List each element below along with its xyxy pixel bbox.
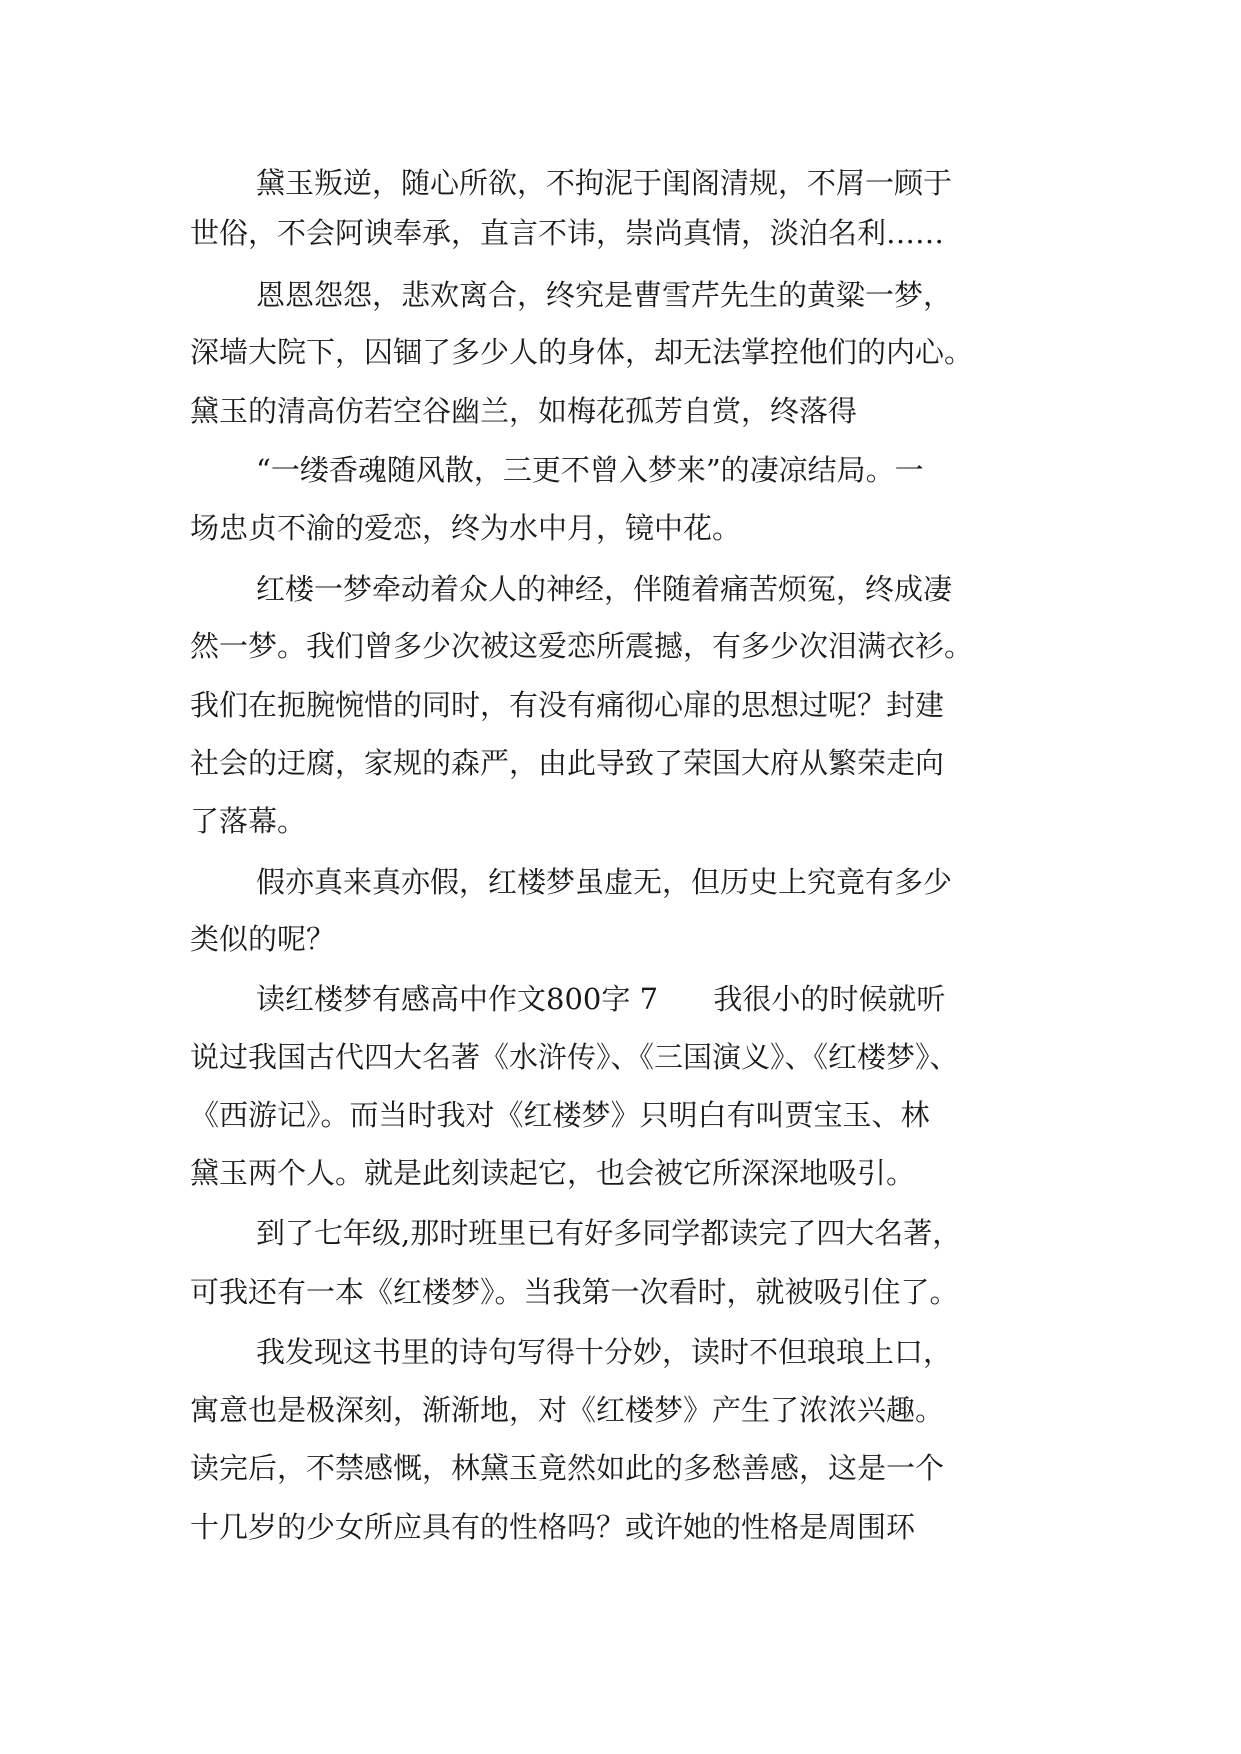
text-line: 深墙大院下，囚锢了多少人的身体，却无法掌控他们的内心。 — [190, 335, 974, 369]
text-line: 类似的呢？ — [190, 922, 336, 956]
text-line: 我们在扼腕惋惜的同时，有没有痛彻心扉的思想过呢？封建 — [190, 688, 945, 722]
text-line: 恩恩怨怨，悲欢离合，终究是曹雪芹先生的黄粱一梦， — [256, 278, 953, 312]
text-line: 读完后，不禁感慨，林黛玉竟然如此的多愁善感，这是一个 — [190, 1451, 945, 1485]
text-line: 可我还有一本《红楼梦》。当我第一次看时，就被吸引住了。 — [190, 1275, 959, 1309]
text-line: 寓意也是极深刻，渐渐地，对《红楼梦》产生了浓浓兴趣。 — [190, 1393, 945, 1427]
text-line: 《西游记》。而当时我对《红楼梦》只明白有叫贾宝玉、林 — [190, 1098, 930, 1132]
text-line: 说过我国古代四大名著《水浒传》、《三国演义》、《红楼梦》、 — [190, 1040, 959, 1074]
text-line: 场忠贞不渝的爱恋，终为水中月，镜中花。 — [190, 511, 742, 545]
text-line: “一缕香魂随风散，三更不曾入梦来”的凄凉结局。一 — [256, 453, 924, 487]
text-line: 黛玉两个人。就是此刻读起它，也会被它所深深地吸引。 — [190, 1156, 916, 1190]
text-line: 世俗，不会阿谀奉承，直言不讳，崇尚真情，淡泊名利…… — [190, 216, 945, 250]
text-line: 读红楼梦有感高中作文800字 7 我很小的时候就听 — [256, 982, 946, 1016]
text-line: 到了七年级,那时班里已有好多同学都读完了四大名著， — [256, 1216, 962, 1250]
text-line: 假亦真来真亦假，红楼梦虽虚无，但历史上究竟有多少 — [256, 865, 953, 899]
text-line: 红楼一梦牵动着众人的神经，伴随着痛苦烦冤，终成凄 — [256, 572, 953, 606]
text-line: 我发现这书里的诗句写得十分妙，读时不但琅琅上口， — [256, 1335, 953, 1369]
text-line: 黛玉叛逆，随心所欲，不拘泥于闺阁清规，不屑一顾于 — [256, 166, 953, 200]
text-line: 黛玉的清高仿若空谷幽兰，如梅花孤芳自赏，终落得 — [190, 394, 858, 428]
text-line: 社会的迂腐，家规的森严，由此导致了荣国大府从繁荣走向 — [190, 746, 945, 780]
text-line: 十几岁的少女所应具有的性格吗？或许她的性格是周围环 — [190, 1510, 916, 1544]
text-line: 了落幕。 — [190, 804, 307, 838]
text-line: 然一梦。我们曾多少次被这爱恋所震撼，有多少次泪满衣衫。 — [190, 629, 974, 663]
